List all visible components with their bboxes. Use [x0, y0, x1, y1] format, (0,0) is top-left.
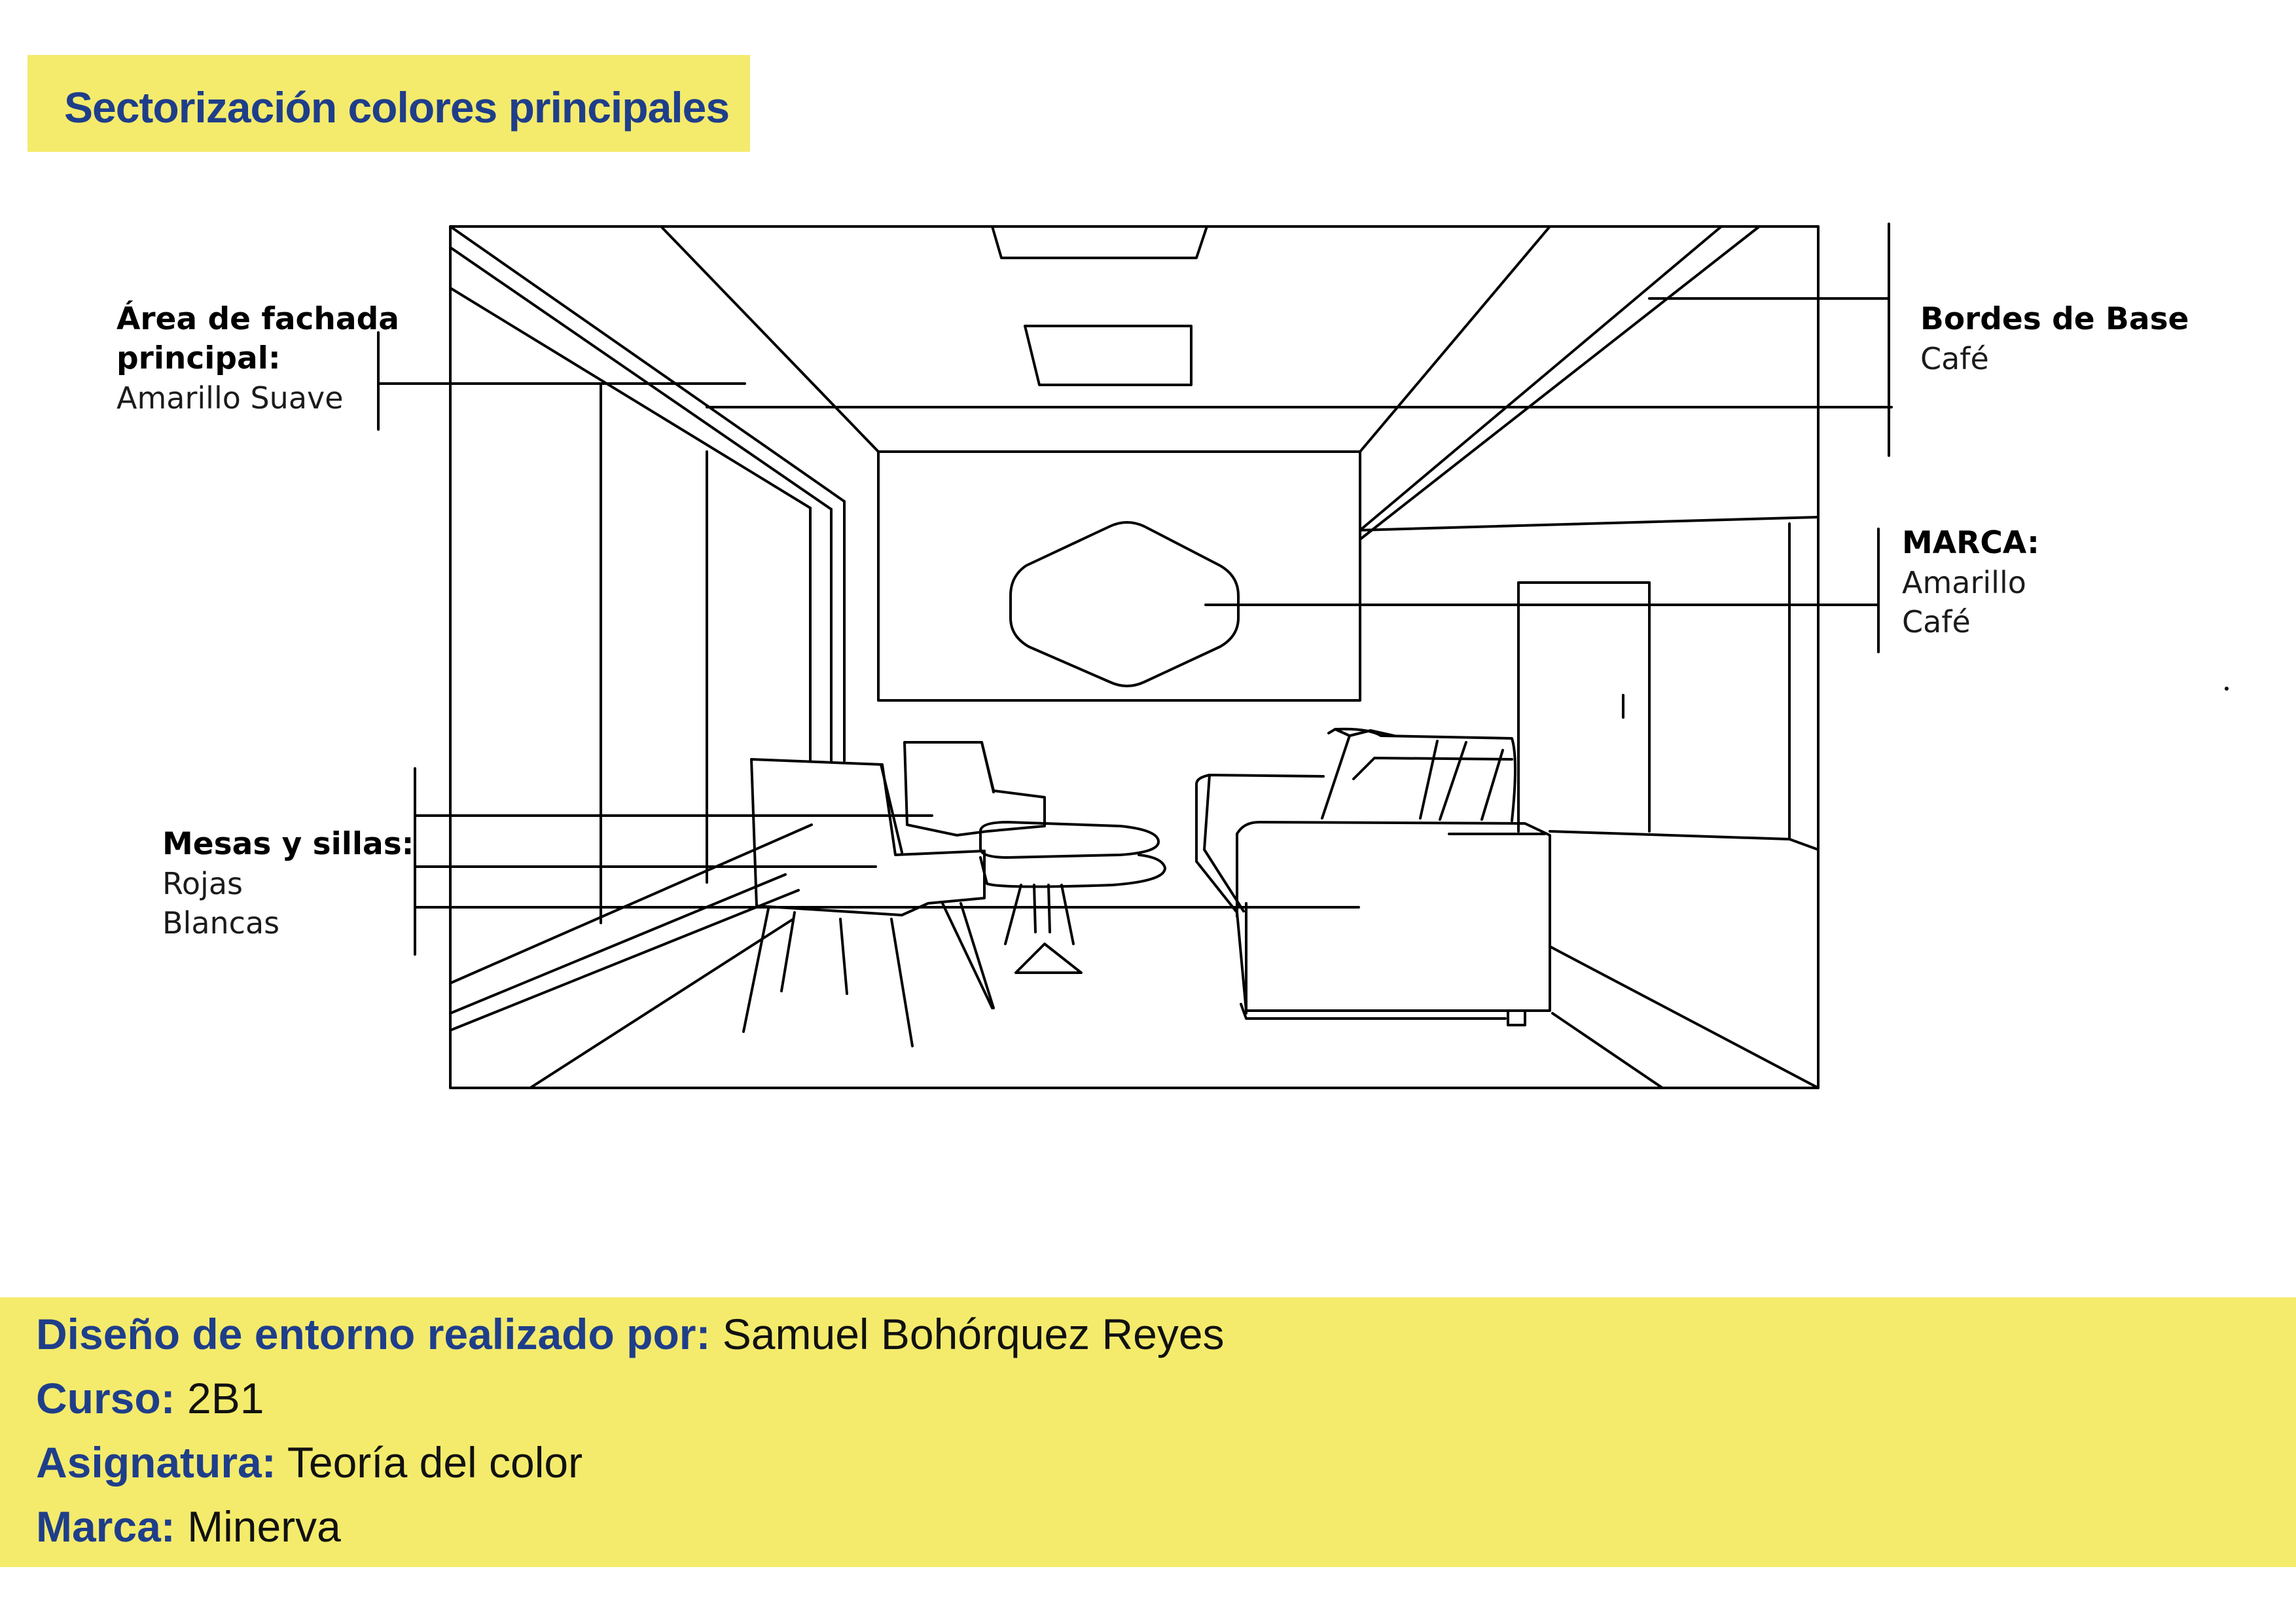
footer-course-key: Curso: [36, 1374, 175, 1422]
annotation-bordes [1920, 300, 2189, 378]
round-table [980, 822, 1165, 973]
footer-designer-key: Diseño de entorno realizado por: [36, 1310, 711, 1358]
small-chair [905, 742, 1045, 835]
annotation-fachada-heading-1: Área de fachada [117, 301, 399, 337]
footer-designer-value: Samuel Bohórquez Reyes [710, 1310, 1225, 1358]
armchair [744, 759, 994, 1046]
annotation-fachada [117, 300, 399, 418]
back-wall [878, 452, 1360, 700]
annotation-bordes-heading: Bordes de Base [1920, 301, 2189, 337]
brand-hexagon-sign [1011, 522, 1238, 686]
annotation-marca-value-1: Amarillo [1902, 565, 2026, 600]
footer-subject [36, 1437, 583, 1487]
annotation-marca-value-2: Café [1902, 604, 1971, 640]
annotation-fachada-heading-2: principal: [117, 340, 281, 376]
annotation-marca [1902, 524, 2039, 641]
annotation-mesas-value-2: Blancas [162, 905, 280, 941]
footer-subject-value: Teoría del color [276, 1438, 583, 1487]
page-title: Sectorización colores principales [64, 83, 730, 132]
footer-designer [36, 1309, 1225, 1359]
ceiling-light-1 [992, 226, 1207, 258]
footer-course [36, 1373, 264, 1423]
annotation-mesas-heading: Mesas y sillas: [162, 826, 414, 862]
sofa [1196, 729, 1550, 1025]
ceiling-beam-right [1360, 226, 1550, 452]
credits-footer [0, 1297, 2296, 1567]
footer-brand-value: Minerva [175, 1502, 341, 1551]
annotation-marca-heading: MARCA: [1902, 525, 2039, 561]
annotation-fachada-value: Amarillo Suave [117, 380, 344, 416]
footer-brand-key: Marca: [36, 1502, 175, 1551]
footer-subject-key: Asignatura: [36, 1438, 276, 1487]
annotation-bordes-value: Café [1920, 341, 1989, 376]
footer-course-value: 2B1 [175, 1374, 264, 1422]
ceiling-beam-left [661, 226, 878, 452]
door [1518, 583, 1649, 831]
annotation-mesas-value-1: Rojas [162, 866, 243, 901]
scene-frame [450, 226, 1818, 1088]
footer-brand [36, 1502, 341, 1551]
ceiling-light-2 [1025, 326, 1191, 385]
annotation-mesas [162, 825, 414, 943]
